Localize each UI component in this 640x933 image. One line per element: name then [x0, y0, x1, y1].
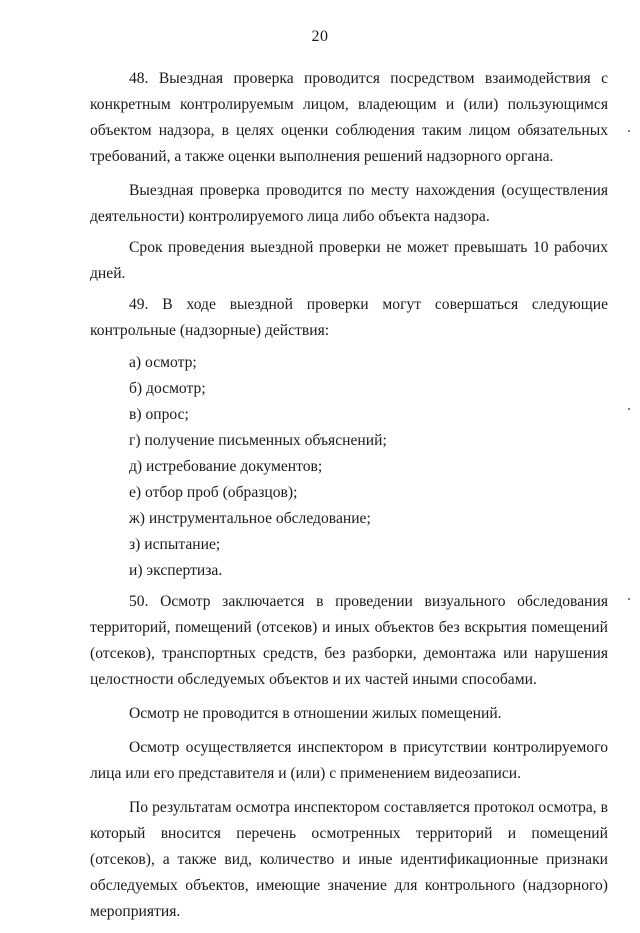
paragraph-50: 50. Осмотр заключается в проведении визуального обследования территорий, помещений (отсеков) и иных объектов без вскрытия помещений (отсеков), транспортных средств, без разборки, демонтажа или нарушения целостности обследуемых объектов и их частей иными способами.	[90, 593, 608, 688]
list-item: д) истребование документов;	[129, 458, 323, 475]
list-item: и) экспертиза.	[129, 562, 223, 579]
list-item: б) досмотр;	[129, 380, 206, 397]
paragraph-48: 48. Выездная проверка проводится посредством взаимодействия с конкретным контролируемым лицом, владеющим и (или) пользующимся объектом надзора, в целях оценки соблюдения таким лицом обязательных требований, а также оценки выполнения решений надзорного органа.	[90, 70, 608, 165]
actions-list	[90, 350, 608, 584]
list-item: з) испытание;	[129, 536, 221, 553]
list-item: е) отбор проб (образцов);	[129, 484, 298, 501]
paragraph-49: 49. В ходе выездной проверки могут совершаться следующие контрольные (надзорные) действия:	[90, 296, 608, 339]
scan-speck	[628, 408, 630, 410]
scan-speck	[628, 130, 630, 132]
page-number: 20	[311, 28, 329, 45]
scan-speck	[628, 598, 630, 600]
paragraph-no-residential: Осмотр не проводится в отношении жилых помещений.	[129, 705, 502, 722]
list-item: в) опрос;	[129, 406, 189, 423]
document-body	[90, 66, 608, 933]
list-item: г) получение письменных объяснений;	[129, 432, 387, 449]
list-item: ж) инструментальное обследование;	[129, 510, 371, 527]
paragraph-inspection-place: Выездная проверка проводится по месту нахождения (осуществления деятельности) контролируемого лица либо объекта надзора.	[90, 182, 608, 225]
paragraph-inspection-term: Срок проведения выездной проверки не может превышать 10 рабочих дней.	[90, 239, 608, 282]
paragraph-protocol: По результатам осмотра инспектором составляется протокол осмотра, в который вносится перечень осмотренных территорий и помещений (отсеков), а также вид, количество и иные идентификационные признаки обследуемых объектов, имеющие значение для контрольного (надзорного) мероприятия.	[90, 799, 608, 920]
list-item: а) осмотр;	[129, 354, 197, 371]
paragraph-inspector-presence: Осмотр осуществляется инспектором в присутствии контролируемого лица или его представителя и (или) с применением видеозаписи.	[90, 739, 608, 782]
